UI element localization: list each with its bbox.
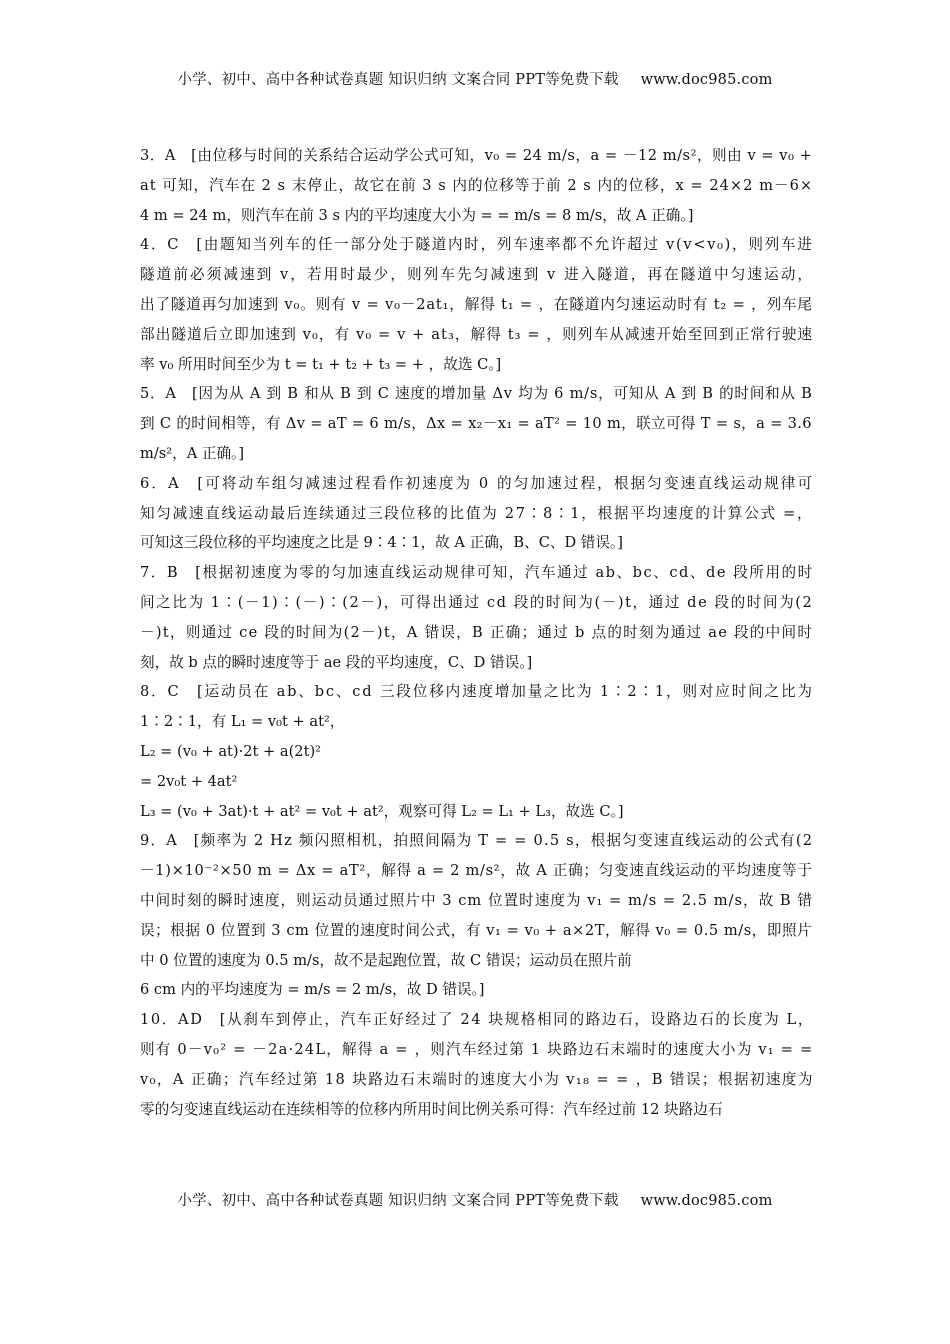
answer-line: 4 m = 24 m，则汽车在前 3 s 内的平均速度大小为 = = m/s = 8 m/s，故 A 正确。] [140, 206, 694, 224]
answer-8 [140, 677, 812, 826]
answer-line: 则有 0－v₀² = －2a·24L，解得 a = ，则汽车经过第 1 块路边石末端时的速度大小为 v₁ = = [140, 1040, 814, 1058]
answer-10 [140, 1005, 815, 1124]
answer-line: 中 0 位置的速度为 0.5 m/s，故不是起跑位置，故 C 错误；运动员在照片前 [140, 951, 632, 969]
header-text: 小学、初中、高中各种试卷真题 知识归纳 文案合同 PPT等免费下载 [177, 72, 619, 88]
page-header [0, 68, 950, 89]
answer-line: at 可知，汽车在 2 s 末停止，故它在前 3 s 内的位移等于前 2 s 内的位移，x = 24×2 m－6× [140, 176, 814, 194]
answer-line: m/s²，A 正确。] [140, 444, 245, 462]
answer-line: 隧道前必须减速到 v，若用时最少，则列车先匀减速到 v 进入隧道，再在隧道中匀速运动， [140, 266, 815, 284]
answer-6 [140, 469, 815, 558]
header-site: www.doc985.com [640, 72, 773, 88]
answer-3 [140, 141, 812, 230]
answer-line: 可知这三段位移的平均速度之比是 9∶4∶1，故 A 正确，B、C、D 错误。] [140, 534, 623, 552]
answer-line: 间之比为 1∶(－1)∶(－)∶(2－)，可得出通过 cd 段的时间为(－)t，通过 de 段的时间为(2 [140, 593, 814, 611]
answer-line: 7．B [根据初速度为零的匀加速直线运动规律可知，汽车通过 ab、bc、cd、de 段所用的时 [140, 564, 814, 582]
answer-line: 部出隧道后立即加速到 v₀，有 v₀ = v + at₃，解得 t₃ = ，则列车从减速开始至回到正常行驶速 [140, 325, 814, 343]
footer-site: www.doc985.com [640, 1193, 773, 1209]
answer-content [140, 141, 815, 1124]
answer-line: 9．A [频率为 2 Hz 频闪照相机，拍照间隔为 T = = 0.5 s，根据匀变速直线运动的公式有(2 [140, 832, 814, 850]
answer-line: v₀，A 正确；汽车经过第 18 块路边石末端时的速度大小为 v₁₈ = = ，B 错误；根据初速度为 [140, 1070, 814, 1088]
answer-line: 10．AD [从刹车到停止，汽车正好经过了 24 块规格相同的路边石，设路边石的长度为 L， [140, 1011, 815, 1029]
answer-line: 5．A [因为从 A 到 B 和从 B 到 C 速度的增加量 Δv 均为 6 m/s，可知从 A 到 B 的时间和从 B [140, 385, 813, 403]
answer-line: 零的匀变速直线运动在连续相等的位移内所用时间比例关系可得：汽车经过前 12 块路边石 [140, 1100, 723, 1118]
footer-text: 小学、初中、高中各种试卷真题 知识归纳 文案合同 PPT等免费下载 [177, 1193, 619, 1209]
answer-line: 6．A [可将动车组匀减速过程看作初速度为 0 的匀加速过程，根据匀变速直线运动规律可 [140, 474, 815, 492]
answer-line: 4．C [由题知当列车的任一部分处于隧道内时，列车速率都不允许超过 v(v<v₀)，则列车进 [140, 236, 814, 254]
answer-line: 出了隧道再匀加速到 v₀。则有 v = v₀－2at₁，解得 t₁ = ，在隧道内匀速运动时有 t₂ = ，列车尾 [140, 295, 813, 313]
answer-line: L₃ = (v₀ + 3at)·t + at² = v₀t + at²，观察可得 L₂ = L₁ + L₃，故选 C。] [140, 802, 624, 820]
answer-line: L₂ = (v₀ + at)·2t + a(2t)² [140, 742, 321, 760]
answer-4 [140, 230, 815, 379]
answer-line: 知匀减速直线运动最后连续通过三段位移的比值为 27∶8∶1，根据平均速度的计算公式 =， [140, 504, 814, 522]
answer-line: 中间时刻的瞬时速度，则运动员通过照片中 3 cm 位置时速度为 v₁ = m/s = 2.5 m/s，故 B 错 [140, 891, 813, 909]
page-footer [0, 1189, 950, 1210]
answer-line: 6 cm 内的平均速度为 = m/s = 2 m/s，故 D 错误。] [140, 981, 485, 999]
answer-9 [140, 826, 812, 1005]
answer-line: 率 v₀ 所用时间至少为 t = t₁ + t₂ + t₃ = + ，故选 C。] [140, 355, 502, 373]
answer-line: 到 C 的时间相等，有 Δv = aT = 6 m/s，Δx = x₂－x₁ = aT² = 10 m，联立可得 T = s，a = 3.6 [140, 415, 812, 433]
answer-line: 8．C [运动员在 ab、bc、cd 三段位移内速度增加量之比为 1∶2∶1，则对应时间之比为 [140, 683, 814, 701]
answer-5 [140, 379, 812, 468]
answer-line: 1∶2∶1，有 L₁ = v₀t + at²， [140, 713, 345, 731]
answer-line: 3．A [由位移与时间的关系结合运动学公式可知，v₀ = 24 m/s，a = －12 m/s²，则由 v = v₀ + [140, 147, 813, 164]
answer-line: 误；根据 0 位置到 3 cm 位置的速度时间公式，有 v₁ = v₀ + a×2T，解得 v₀ = 0.5 m/s，即照片 [140, 921, 813, 939]
answer-line: 刻，故 b 点的瞬时速度等于 ae 段的平均速度，C、D 错误。] [140, 653, 533, 671]
answer-line: －1)×10⁻²×50 m = Δx = aT²，解得 a = 2 m/s²，故 A 正确；匀变速直线运动的平均速度等于 [140, 862, 813, 880]
answer-7 [140, 558, 812, 677]
answer-line: = 2v₀t + 4at² [140, 772, 238, 790]
answer-line: －)t，则通过 ce 段的时间为(2－)t，A 错误，B 正确；通过 b 点的时刻为通过 ae 段的中间时 [140, 623, 814, 641]
